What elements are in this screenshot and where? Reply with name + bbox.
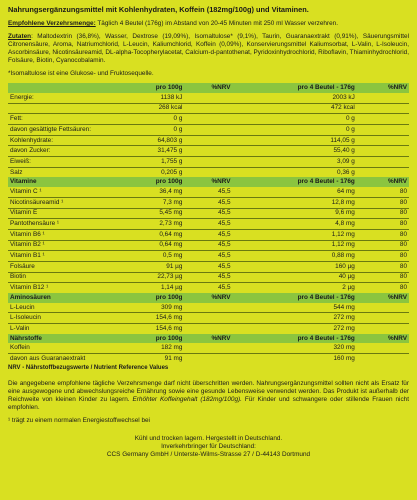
table-cell: 3,09 g xyxy=(233,157,357,168)
dosage-paragraph xyxy=(8,20,409,28)
table-cell xyxy=(184,343,232,353)
table-cell: 91 µg xyxy=(136,261,184,272)
table-cell xyxy=(184,324,232,334)
table-cell: 64,803 g xyxy=(136,135,184,146)
table-cell: pro 4 Beutel - 176g xyxy=(233,293,357,303)
storage-note: Kühl und trocken lagern. Hergestellt in Deutschland. xyxy=(134,435,283,443)
caffeine-warning: Erhöhter Koffeingehalt (182mg/100g). xyxy=(132,396,242,404)
table-cell: 4,8 mg xyxy=(233,219,357,230)
table-cell xyxy=(184,93,232,103)
table-cell: 9,6 mg xyxy=(233,208,357,219)
table-cell: 160 µg xyxy=(233,261,357,272)
table-cell xyxy=(8,83,136,93)
table-row xyxy=(8,103,409,114)
table-cell: Fett: xyxy=(8,114,136,125)
table-cell: 45,5 xyxy=(218,187,231,195)
table-cell: pro 100g xyxy=(136,83,184,93)
table-cell: pro 100g xyxy=(136,334,184,344)
table-cell: pro 100g xyxy=(136,293,184,303)
table-cell: 80 xyxy=(399,187,407,195)
table-cell: 45,5 xyxy=(184,240,232,251)
table-row xyxy=(8,146,409,157)
table-cell: 0 g xyxy=(233,125,357,136)
table-cell: 1,14 µg xyxy=(136,283,184,293)
table-cell: pro 100g xyxy=(136,177,184,187)
table-cell: Vitamin E xyxy=(8,208,136,219)
table-cell: 91 mg xyxy=(136,354,184,364)
table-row xyxy=(8,125,409,136)
table-cell xyxy=(184,125,232,136)
nrv-note: NRV - Nährstoffbezugswerte / Nutrient Reference Values xyxy=(8,364,169,371)
table-cell: Folsäure xyxy=(8,261,136,272)
table-row xyxy=(8,187,409,197)
table-cell: 45,5 xyxy=(184,251,232,262)
ingredients-label: Zutaten xyxy=(8,33,32,41)
table-cell: 154,6 mg xyxy=(136,324,184,334)
table-cell xyxy=(184,157,232,168)
table-cell xyxy=(357,167,409,177)
table-header-row xyxy=(8,293,409,303)
isomaltulose-note: *Isomaltulose ist eine Glukose- und Fruktosequelle. xyxy=(8,70,154,78)
table-cell: Vitamin C ¹ xyxy=(10,187,42,195)
table-cell: 0,5 mg xyxy=(136,251,184,262)
table-cell xyxy=(357,103,409,114)
table-cell: L-Isoleucin xyxy=(8,313,136,324)
table-row xyxy=(8,343,409,353)
table-cell: %NRV xyxy=(184,177,232,187)
table-row xyxy=(8,240,409,251)
table-row xyxy=(8,197,409,208)
table-header-row xyxy=(8,83,409,93)
table-cell: 320 mg xyxy=(333,344,355,352)
table-cell: 12,8 mg xyxy=(233,197,357,208)
table-cell: 268 kcal xyxy=(136,103,184,114)
warning-paragraph xyxy=(8,380,409,412)
table-cell: 55,40 g xyxy=(233,146,357,157)
table-cell: 80 xyxy=(357,272,409,283)
table-cell xyxy=(357,93,409,103)
table-cell: davon Zucker: xyxy=(8,146,136,157)
table-cell: L-Valin xyxy=(8,324,136,334)
table-cell: 45,5 xyxy=(184,208,232,219)
table-cell: 80 xyxy=(357,251,409,262)
table-cell xyxy=(357,313,409,324)
table-cell: 0 g xyxy=(136,125,184,136)
table-cell: %NRV xyxy=(357,293,409,303)
table-cell: 80 xyxy=(357,219,409,230)
table-cell: %NRV xyxy=(357,177,409,187)
table-row xyxy=(8,167,409,177)
company-address: CCS Germany GmbH / Unterste-Wilms-Strasse 27 / D-44143 Dortmund xyxy=(106,451,311,459)
table-cell xyxy=(184,303,232,313)
table-cell: 45,5 xyxy=(184,219,232,230)
table-cell: 80 xyxy=(357,283,409,293)
nutrition-table xyxy=(8,83,409,364)
table-cell: Aminosäuren xyxy=(8,293,136,303)
table-cell xyxy=(357,125,409,136)
table-cell: Vitamin B6 ¹ xyxy=(8,229,136,240)
table-cell: 1,12 mg xyxy=(233,240,357,251)
table-cell: Energie: xyxy=(10,93,34,101)
table-row xyxy=(8,251,409,262)
table-cell: %NRV xyxy=(357,334,409,344)
table-row xyxy=(8,219,409,230)
table-cell: 160 mg xyxy=(233,354,357,364)
table-row xyxy=(8,283,409,293)
table-cell xyxy=(357,135,409,146)
table-cell xyxy=(184,313,232,324)
table-cell: 2 µg xyxy=(233,283,357,293)
table-cell: Koffein xyxy=(10,344,30,352)
table-cell: 114,05 g xyxy=(233,135,357,146)
warning-text: Die angegebene empfohlene tägliche Verzehrsmenge darf nicht überschritten werden. Nahrungsergänzungsmittel sollten nicht als Ersatz für eine ausgewogene und abwechslungsreiche Ernährung sowie eine gesunde Lebensweise verwendet werden. Das Produkt ist außerhalb der Reichweite von kleinen Kinder zu lagern. xyxy=(8,380,409,404)
table-row xyxy=(8,157,409,168)
table-row xyxy=(8,303,409,313)
table-row xyxy=(8,208,409,219)
table-cell: %NRV xyxy=(184,83,232,93)
dosage-text: Täglich 4 Beutel (176g) im Abstand von 20-45 Minuten mit 250 ml Wasser verzehren. xyxy=(95,20,338,28)
table-cell: 64 mg xyxy=(337,187,355,195)
product-title: Nahrungsergänzungsmittel mit Kohlenhydraten, Koffein (182mg/100g) und Vitaminen. xyxy=(8,5,309,14)
table-cell: 309 mg xyxy=(161,303,183,311)
table-cell xyxy=(357,354,409,364)
table-cell xyxy=(184,114,232,125)
table-header-row xyxy=(8,177,409,187)
table-cell: 0,205 g xyxy=(136,167,184,177)
table-cell: 0,88 mg xyxy=(233,251,357,262)
table-cell xyxy=(8,103,136,114)
table-cell: Vitamin B1 ¹ xyxy=(8,251,136,262)
table-cell: 31,475 g xyxy=(136,146,184,157)
table-cell: Vitamin B12 ¹ xyxy=(8,283,136,293)
table-cell: 80 xyxy=(357,208,409,219)
table-cell xyxy=(184,167,232,177)
table-header-row xyxy=(8,334,409,344)
table-cell: 2003 kJ xyxy=(332,93,355,101)
energy-footnote: ¹ trägt zu einem normalen Energiestoffwechsel bei xyxy=(8,417,150,425)
warning-tail: Für Kinder und schwangere oder stillende Frauen nicht empfohlen. xyxy=(8,396,410,412)
table-cell xyxy=(357,324,409,334)
table-cell: 45,5 xyxy=(184,261,232,272)
table-cell: 80 xyxy=(357,240,409,251)
table-cell: 272 mg xyxy=(233,324,357,334)
table-cell: 154,6 mg xyxy=(136,313,184,324)
table-cell: 7,3 mg xyxy=(136,197,184,208)
table-cell: pro 4 Beutel - 176g xyxy=(233,334,357,344)
table-cell xyxy=(357,343,409,353)
table-row xyxy=(8,324,409,334)
table-cell xyxy=(357,114,409,125)
table-cell: Pantothensäure ¹ xyxy=(8,219,136,230)
table-cell: pro 4 Beutel - 176g xyxy=(233,177,357,187)
table-cell: Biotin xyxy=(8,272,136,283)
table-cell: 0,64 mg xyxy=(136,229,184,240)
table-cell: 2,73 mg xyxy=(136,219,184,230)
table-row xyxy=(8,313,409,324)
table-cell xyxy=(184,354,232,364)
table-cell: Vitamine xyxy=(8,177,136,187)
table-cell: %NRV xyxy=(357,83,409,93)
table-cell: Nicotinsäureamid ¹ xyxy=(8,197,136,208)
table-cell: 1138 kJ xyxy=(160,93,183,101)
table-cell: Kohlenhydrate: xyxy=(8,135,136,146)
table-cell: 45,5 xyxy=(184,283,232,293)
table-cell xyxy=(184,146,232,157)
table-cell: 544 mg xyxy=(333,303,355,311)
footer xyxy=(8,435,409,459)
table-cell: 36,4 mg xyxy=(159,187,183,195)
table-cell xyxy=(184,135,232,146)
table-cell: 1,755 g xyxy=(136,157,184,168)
table-cell: 182 mg xyxy=(161,344,183,352)
distributor-label: Inverkehrbringer für Deutschland: xyxy=(161,443,256,451)
table-cell: 472 kcal xyxy=(233,103,357,114)
ingredients-paragraph xyxy=(8,33,409,65)
table-cell: %NRV xyxy=(184,293,232,303)
table-row xyxy=(8,261,409,272)
table-row xyxy=(8,114,409,125)
ingredients-text: : Maltodextrin (36,8%), Wasser, Dextrose (19,09%), Isomaltulose* (9,1%), Taurin, Guaranaextrakt (0,91%), Säuerungsmittel Citronensäure, Aroma, Natriumchlorid, L-Leucin, Kaliumchlorid, Koffein (0,09%), Konservierungsmittel Kaliumsorbat, L-Valin, L-Isoleucin, Ascorbinsäure, Nicotinsäureamid, DL-alpha-Tocopherylacetat, Calcium-d-pantothenat, Pyridoxinhydrochlorid, Riboflavin, Thiaminhydrochlorid, Folsäure, Biotin, Cyanocobalamin. xyxy=(8,33,409,65)
table-row xyxy=(8,272,409,283)
table-cell xyxy=(357,157,409,168)
table-cell: %NRV xyxy=(184,334,232,344)
table-cell: 40 µg xyxy=(233,272,357,283)
table-cell: Nährstoffe xyxy=(8,334,136,344)
table-cell: 1,12 mg xyxy=(233,229,357,240)
table-cell: 45,5 xyxy=(184,197,232,208)
table-row xyxy=(8,354,409,364)
table-cell: 80 xyxy=(357,197,409,208)
table-cell: davon gesättigte Fettsäuren: xyxy=(8,125,136,136)
table-cell: L-Leucin xyxy=(10,303,35,311)
table-cell: 80 xyxy=(357,261,409,272)
table-cell: 0,64 mg xyxy=(136,240,184,251)
dosage-label: Empfohlene Verzehrsmenge: xyxy=(8,20,96,28)
table-cell xyxy=(184,103,232,114)
table-cell: 0 g xyxy=(136,114,184,125)
table-cell: Vitamin B2 ¹ xyxy=(8,240,136,251)
table-cell xyxy=(357,146,409,157)
table-cell: 45,5 xyxy=(184,272,232,283)
table-cell: 5,45 mg xyxy=(136,208,184,219)
table-cell: 272 mg xyxy=(233,313,357,324)
table-row xyxy=(8,93,409,103)
table-cell: davon aus Guaranaextrakt xyxy=(8,354,136,364)
table-cell: 45,5 xyxy=(184,229,232,240)
table-cell: pro 4 Beutel - 176g xyxy=(233,83,357,93)
table-cell: 0 g xyxy=(233,114,357,125)
table-cell: 80 xyxy=(357,229,409,240)
table-cell xyxy=(357,303,409,313)
table-cell: Eiweiß: xyxy=(8,157,136,168)
table-row xyxy=(8,135,409,146)
table-cell: 22,73 µg xyxy=(136,272,184,283)
table-cell: 0,36 g xyxy=(233,167,357,177)
table-row xyxy=(8,229,409,240)
table-cell: Salz xyxy=(8,167,136,177)
